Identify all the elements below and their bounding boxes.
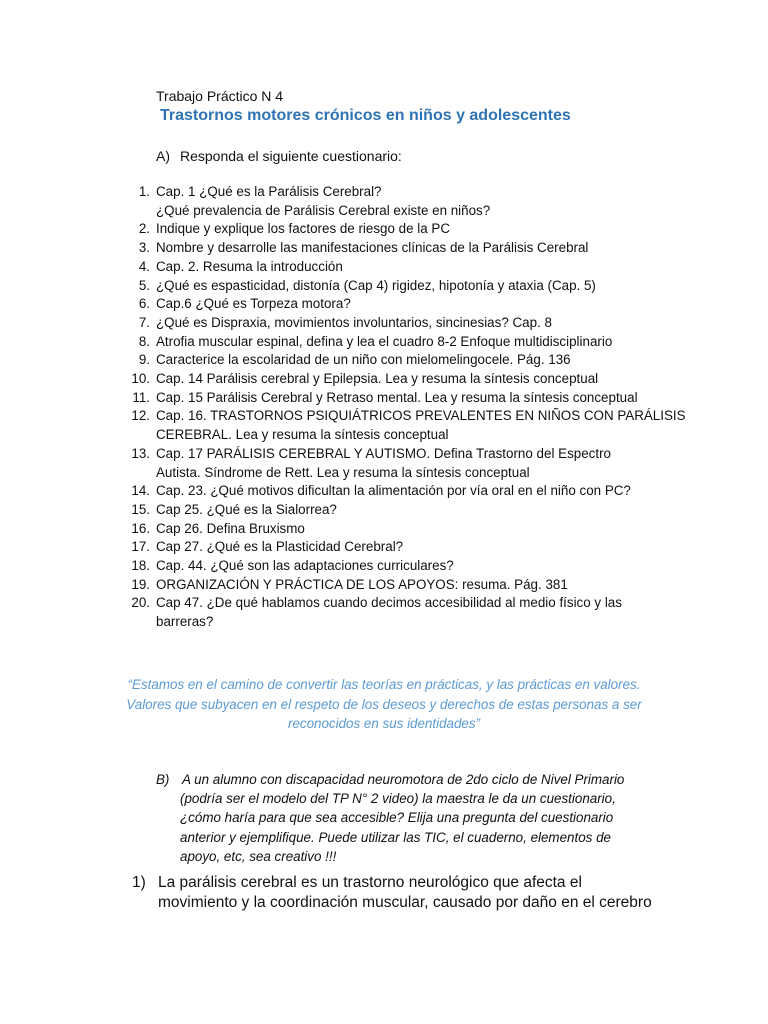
question-text: Atrofia muscular espinal, defina y lea el cuadro 8-2 Enfoque multidisciplinario: [156, 333, 613, 349]
answer-line: La parálisis cerebral es un trastorno neurológico que afecta el: [158, 874, 582, 891]
question-number: 5.: [138, 277, 150, 293]
quote-block: [100, 675, 668, 734]
question-text: Cap 25. ¿Qué es la Sialorrea?: [156, 501, 337, 517]
question-text: Cap. 16. TRASTORNOS PSIQUIÁTRICOS PREVALENTES EN NIÑOS CON PARÁLISIS: [156, 408, 686, 424]
section-b-line: ¿cómo haría para que sea accesible? Elija una pregunta del cuestionario: [180, 810, 614, 826]
question-number: 20.: [131, 595, 150, 611]
answer-block: [132, 873, 692, 913]
question-item: [120, 314, 680, 333]
question-item: [120, 277, 680, 296]
question-text: Autista. Síndrome de Rett. Lea y resuma la síntesis conceptual: [156, 464, 530, 480]
document-label: Trabajo Práctico N 4: [156, 88, 284, 104]
section-b-letter: B): [156, 772, 170, 787]
question-text: ¿Qué prevalencia de Parálisis Cerebral existe en niños?: [156, 202, 491, 218]
question-text: Cap. 14 Parálisis cerebral y Epilepsia. Lea y resuma la síntesis conceptual: [156, 371, 599, 387]
question-text: Cap. 1 ¿Qué es la Parálisis Cerebral?: [156, 184, 382, 199]
question-item: [120, 351, 680, 370]
question-item: [120, 445, 680, 482]
document-title: Trastornos motores crónicos en niños y adolescentes: [160, 107, 571, 124]
question-item: [120, 239, 680, 258]
question-text: ¿Qué es espasticidad, distonía (Cap 4) rigidez, hipotonía y ataxia (Cap. 5): [156, 277, 596, 293]
question-number: 3.: [138, 240, 150, 256]
answer-text: [132, 873, 692, 913]
question-item: [120, 501, 680, 520]
question-number: 7.: [138, 314, 150, 330]
section-b-line: apoyo, etc, sea creativo !!!: [180, 848, 337, 864]
question-number: 6.: [138, 296, 150, 312]
question-item: [120, 482, 680, 501]
answer-number: 1): [132, 874, 146, 891]
section-b-line: A un alumno con discapacidad neuromotora de 2do ciclo de Nivel Primario: [182, 772, 625, 787]
question-text: Cap. 44. ¿Qué son las adaptaciones curriculares?: [156, 558, 454, 574]
question-number: 10.: [131, 371, 150, 387]
section-a-text: Responda el siguiente cuestionario:: [180, 148, 402, 164]
quote-line: “Estamos en el camino de convertir las teorías en prácticas, y las prácticas en valores.: [127, 677, 641, 692]
question-item: [120, 258, 680, 277]
section-a-letter: A): [156, 148, 170, 164]
question-text: Nombre y desarrolle las manifestaciones clínicas de la Parálisis Cerebral: [156, 240, 589, 256]
question-text: Cap 27. ¿Qué es la Plasticidad Cerebral?: [156, 539, 404, 555]
question-number: 1.: [138, 184, 150, 199]
question-number: 8.: [138, 333, 150, 349]
question-text: Indique y explique los factores de riesgo de la PC: [156, 221, 451, 237]
question-item: [120, 389, 680, 408]
question-item: [120, 576, 680, 595]
question-item: [120, 220, 680, 239]
question-text: Cap. 17 PARÁLISIS CEREBRAL Y AUTISMO. Defina Trastorno del Espectro: [156, 445, 611, 461]
question-number: 14.: [131, 483, 150, 499]
question-item: [120, 333, 680, 352]
question-number: 18.: [131, 558, 150, 574]
question-item: [120, 183, 680, 220]
section-b-line: (podría ser el modelo del TP N° 2 video) la maestra le da un cuestionario,: [180, 791, 616, 807]
question-item: [120, 370, 680, 389]
question-text: CEREBRAL. Lea y resuma la síntesis conceptual: [156, 427, 449, 443]
question-number: 4.: [138, 258, 150, 274]
question-number: 17.: [131, 539, 150, 555]
question-text: barreras?: [156, 614, 214, 630]
answer-line: movimiento y la coordinación muscular, causado por daño en el cerebro: [158, 894, 652, 911]
question-text: Cap. 2. Resuma la introducción: [156, 258, 343, 274]
question-number: 13.: [131, 445, 150, 461]
question-text: Cap.6 ¿Qué es Torpeza motora?: [156, 296, 351, 312]
question-number: 15.: [131, 501, 150, 517]
question-number: 19.: [131, 576, 150, 592]
quote-line: reconocidos en sus identidades”: [287, 716, 481, 731]
question-number: 16.: [131, 520, 150, 536]
question-item: [120, 594, 680, 631]
question-item: [120, 538, 680, 557]
question-number: 9.: [138, 352, 150, 368]
section-a-heading: [156, 147, 402, 165]
question-text: Cap. 15 Parálisis Cerebral y Retraso mental. Lea y resuma la síntesis conceptual: [156, 389, 638, 405]
section-b-block: [156, 770, 676, 866]
section-b-first-line: [156, 770, 676, 789]
question-text: ¿Qué es Dispraxia, movimientos involuntarios, sincinesias? Cap. 8: [156, 314, 552, 330]
question-item: [120, 520, 680, 539]
question-list: [120, 183, 686, 632]
question-item: [120, 295, 680, 314]
question-text: Cap 47. ¿De qué hablamos cuando decimos accesibilidad al medio físico y las: [156, 595, 622, 611]
question-number: 2.: [138, 221, 150, 237]
question-text: Caracterice la escolaridad de un niño con mielomelingocele. Pág. 136: [156, 352, 571, 368]
question-text: Cap. 23. ¿Qué motivos dificultan la alimentación por vía oral en el niño con PC?: [156, 483, 631, 499]
question-text: ORGANIZACIÓN Y PRÁCTICA DE LOS APOYOS: resuma. Pág. 381: [156, 576, 568, 592]
section-b-line: anterior y ejemplifique. Puede utilizar las TIC, el cuaderno, elementos de: [180, 829, 611, 845]
question-item: [120, 407, 686, 444]
question-number: 12.: [131, 408, 150, 424]
question-number: 11.: [132, 389, 150, 405]
question-text: Cap 26. Defina Bruxismo: [156, 520, 305, 536]
quote-line: Valores que subyacen en el respeto de los deseos y derechos de estas personas a ser: [126, 696, 642, 712]
question-item: [120, 557, 680, 576]
